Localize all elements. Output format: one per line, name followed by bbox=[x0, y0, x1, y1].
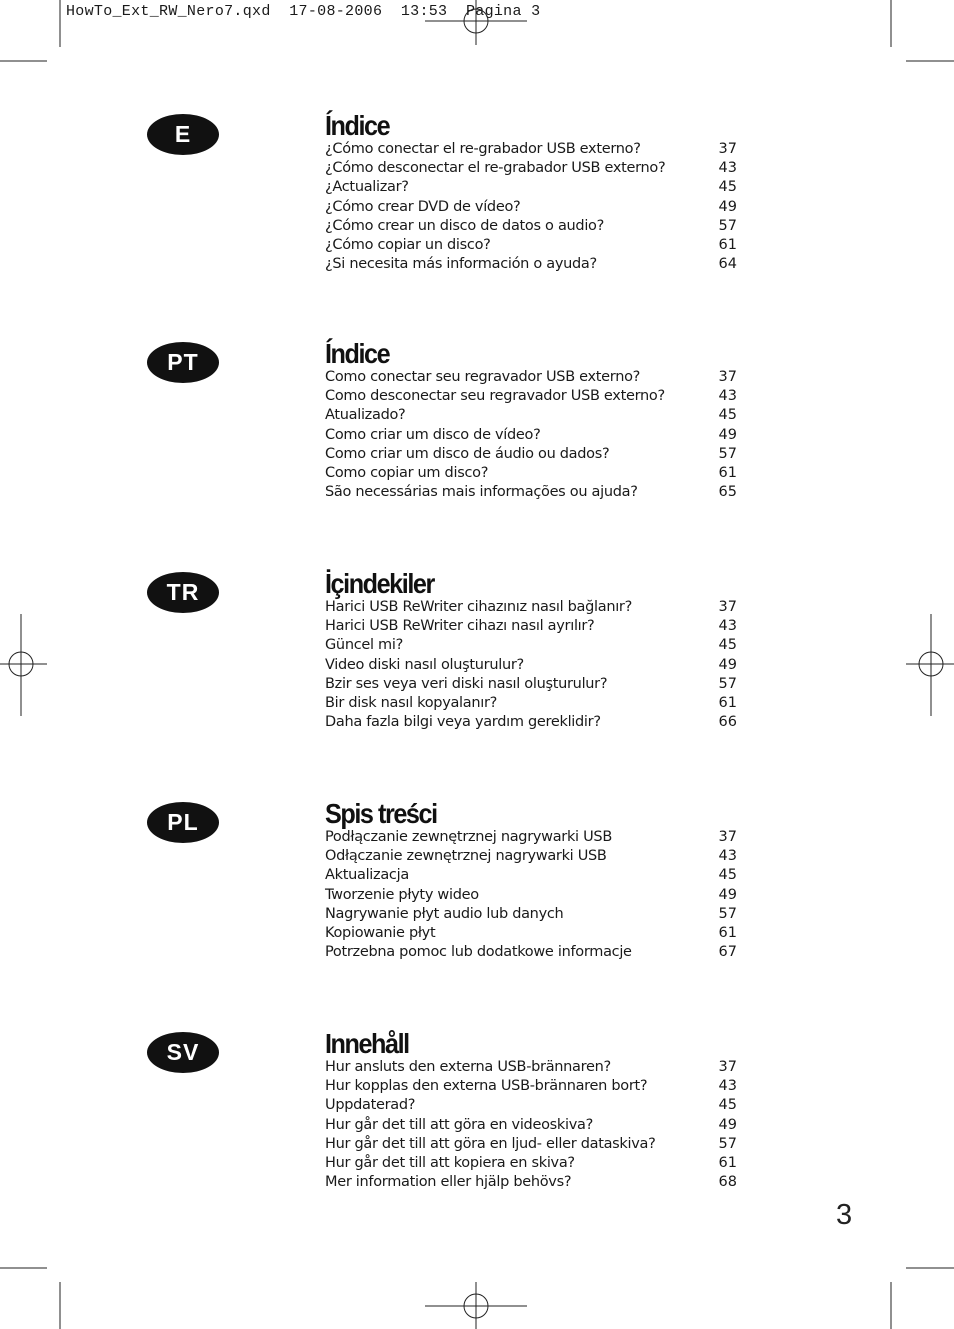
toc-label: São necessárias mais informações ou ajuda? bbox=[325, 484, 638, 501]
toc-page: 64 bbox=[718, 256, 737, 273]
toc-list bbox=[325, 598, 737, 732]
toc-row bbox=[325, 198, 737, 217]
toc-label: Harici USB ReWriter cihazınız nasıl bağlanır? bbox=[325, 599, 632, 615]
toc-label: Hur går det till att göra en videoskiva? bbox=[325, 1116, 593, 1133]
toc-row bbox=[325, 1154, 737, 1173]
toc-label: Hur ansluts den externa USB-brännaren? bbox=[325, 1059, 611, 1075]
toc-page: 43 bbox=[718, 160, 737, 177]
language-badge: SV bbox=[147, 1032, 219, 1073]
toc-page: 45 bbox=[718, 407, 737, 424]
toc-label: Harici USB ReWriter cihazı nasıl ayrılır? bbox=[325, 618, 595, 635]
toc-label: Como copiar um disco? bbox=[325, 464, 489, 481]
toc-row bbox=[325, 217, 737, 236]
registration-mark-top-icon bbox=[425, 0, 527, 45]
toc-row bbox=[325, 886, 737, 905]
toc-page: 65 bbox=[718, 484, 737, 501]
toc-page: 49 bbox=[718, 886, 737, 903]
toc-section-pl bbox=[0, 798, 954, 1002]
toc-label: ¿Cómo copiar un disco? bbox=[325, 236, 491, 253]
toc-label: Como criar um disco de áudio ou dados? bbox=[325, 445, 610, 462]
toc-label: Mer information eller hjälp behövs? bbox=[325, 1174, 572, 1191]
section-title: Índice bbox=[325, 338, 390, 369]
toc-row bbox=[325, 847, 737, 866]
print-slug: HowTo_Ext_RW_Nero7.qxd 17-08-2006 13:53 Pagina 3 bbox=[66, 3, 541, 20]
toc-label: Video diski nasıl oluşturulur? bbox=[325, 656, 524, 673]
toc-row bbox=[325, 426, 737, 445]
toc-page: 57 bbox=[718, 675, 737, 692]
toc-page: 66 bbox=[718, 714, 737, 731]
toc-label: ¿Cómo crear DVD de vídeo? bbox=[325, 198, 521, 215]
toc-page: 61 bbox=[718, 464, 737, 481]
toc-page: 43 bbox=[718, 848, 737, 865]
toc-label: Potrzebna pomoc lub dodatkowe informacje bbox=[325, 944, 632, 961]
toc-label: Bzir ses veya veri diski nasıl oluşturulur? bbox=[325, 675, 608, 692]
toc-page: 57 bbox=[718, 445, 737, 462]
toc-section-es bbox=[0, 110, 954, 314]
toc-label: ¿Cómo conectar el re-grabador USB externo? bbox=[325, 141, 641, 157]
toc-label: ¿Si necesita más información o ayuda? bbox=[325, 256, 597, 273]
toc-row bbox=[325, 694, 737, 713]
toc-page: 57 bbox=[718, 1135, 737, 1152]
toc-section-pt bbox=[0, 338, 954, 542]
toc-page: 43 bbox=[718, 618, 737, 635]
toc-section-sv bbox=[0, 1028, 954, 1232]
toc-page: 37 bbox=[718, 1059, 737, 1075]
section-title: Índice bbox=[325, 110, 390, 141]
toc-page: 45 bbox=[718, 179, 737, 196]
toc-list bbox=[325, 140, 737, 274]
language-badge: TR bbox=[147, 572, 219, 613]
toc-row bbox=[325, 255, 737, 274]
toc-page: 67 bbox=[718, 944, 737, 961]
toc-label: Atualizado? bbox=[325, 407, 406, 424]
toc-row bbox=[325, 617, 737, 636]
toc-page: 61 bbox=[718, 694, 737, 711]
toc-row bbox=[325, 713, 737, 732]
toc-row bbox=[325, 159, 737, 178]
toc-row bbox=[325, 1173, 737, 1192]
toc-row bbox=[325, 140, 737, 159]
toc-page: 68 bbox=[718, 1174, 737, 1191]
toc-page: 37 bbox=[718, 369, 737, 385]
toc-label: Como desconectar seu regravador USB externo? bbox=[325, 388, 665, 405]
toc-row bbox=[325, 828, 737, 847]
toc-row bbox=[325, 656, 737, 675]
toc-page: 61 bbox=[718, 924, 737, 941]
toc-page: 49 bbox=[718, 426, 737, 443]
toc-row bbox=[325, 483, 737, 502]
toc-page: 45 bbox=[718, 867, 737, 884]
language-badge: E bbox=[147, 114, 219, 155]
toc-label: Hur går det till att kopiera en skiva? bbox=[325, 1154, 575, 1171]
toc-page: 49 bbox=[718, 656, 737, 673]
toc-row bbox=[325, 464, 737, 483]
toc-label: Kopiowanie płyt bbox=[325, 924, 436, 941]
section-title: Spis treści bbox=[325, 798, 437, 829]
toc-page: 37 bbox=[718, 829, 737, 845]
toc-row bbox=[325, 1077, 737, 1096]
toc-page: 49 bbox=[718, 1116, 737, 1133]
toc-row bbox=[325, 236, 737, 255]
toc-row bbox=[325, 445, 737, 464]
toc-row bbox=[325, 905, 737, 924]
toc-page: 45 bbox=[718, 1097, 737, 1114]
toc-page: 45 bbox=[718, 637, 737, 654]
language-badge: PT bbox=[147, 342, 219, 383]
toc-page: 37 bbox=[718, 141, 737, 157]
toc-page: 61 bbox=[718, 236, 737, 253]
toc-page: 43 bbox=[718, 1078, 737, 1095]
toc-label: ¿Actualizar? bbox=[325, 179, 409, 196]
toc-row bbox=[325, 1135, 737, 1154]
toc-label: Odłączanie zewnętrznej nagrywarki USB bbox=[325, 848, 607, 865]
toc-list bbox=[325, 368, 737, 502]
toc-row bbox=[325, 924, 737, 943]
section-title: Innehåll bbox=[325, 1028, 409, 1059]
toc-list bbox=[325, 828, 737, 962]
toc-row bbox=[325, 1116, 737, 1135]
toc-row bbox=[325, 943, 737, 962]
toc-page: 57 bbox=[718, 217, 737, 234]
toc-page: 43 bbox=[718, 388, 737, 405]
toc-row bbox=[325, 406, 737, 425]
page-number: 3 bbox=[836, 1199, 853, 1231]
toc-page: 57 bbox=[718, 905, 737, 922]
toc-label: Uppdaterad? bbox=[325, 1097, 416, 1114]
toc-label: Podłączanie zewnętrznej nagrywarki USB bbox=[325, 829, 612, 845]
toc-label: Bir disk nasıl kopyalanır? bbox=[325, 694, 498, 711]
toc-section-tr bbox=[0, 568, 954, 772]
toc-page: 37 bbox=[718, 599, 737, 615]
toc-row bbox=[325, 178, 737, 197]
toc-label: Güncel mi? bbox=[325, 637, 403, 654]
toc-row bbox=[325, 1096, 737, 1115]
toc-row bbox=[325, 636, 737, 655]
toc-row bbox=[325, 866, 737, 885]
toc-page: 61 bbox=[718, 1154, 737, 1171]
toc-row bbox=[325, 1058, 737, 1077]
toc-label: ¿Cómo crear un disco de datos o audio? bbox=[325, 217, 605, 234]
toc-label: Nagrywanie płyt audio lub danych bbox=[325, 905, 564, 922]
toc-label: Daha fazla bilgi veya yardım gereklidir? bbox=[325, 714, 601, 731]
toc-label: Como conectar seu regravador USB externo? bbox=[325, 369, 641, 385]
toc-label: Como criar um disco de vídeo? bbox=[325, 426, 541, 443]
toc-row bbox=[325, 598, 737, 617]
language-badge: PL bbox=[147, 802, 219, 843]
toc-row bbox=[325, 368, 737, 387]
toc-row bbox=[325, 387, 737, 406]
section-title: İçindekiler bbox=[325, 568, 434, 599]
toc-label: ¿Cómo desconectar el re-grabador USB externo? bbox=[325, 160, 666, 177]
toc-label: Hur går det till att göra en ljud- eller dataskiva? bbox=[325, 1135, 656, 1152]
toc-row bbox=[325, 675, 737, 694]
toc-label: Hur kopplas den externa USB-brännaren bort? bbox=[325, 1078, 648, 1095]
toc-label: Aktualizacja bbox=[325, 867, 409, 884]
toc-page: 49 bbox=[718, 198, 737, 215]
toc-list bbox=[325, 1058, 737, 1192]
toc-label: Tworzenie płyty wideo bbox=[325, 886, 479, 903]
registration-mark-bottom-icon bbox=[425, 1282, 527, 1329]
